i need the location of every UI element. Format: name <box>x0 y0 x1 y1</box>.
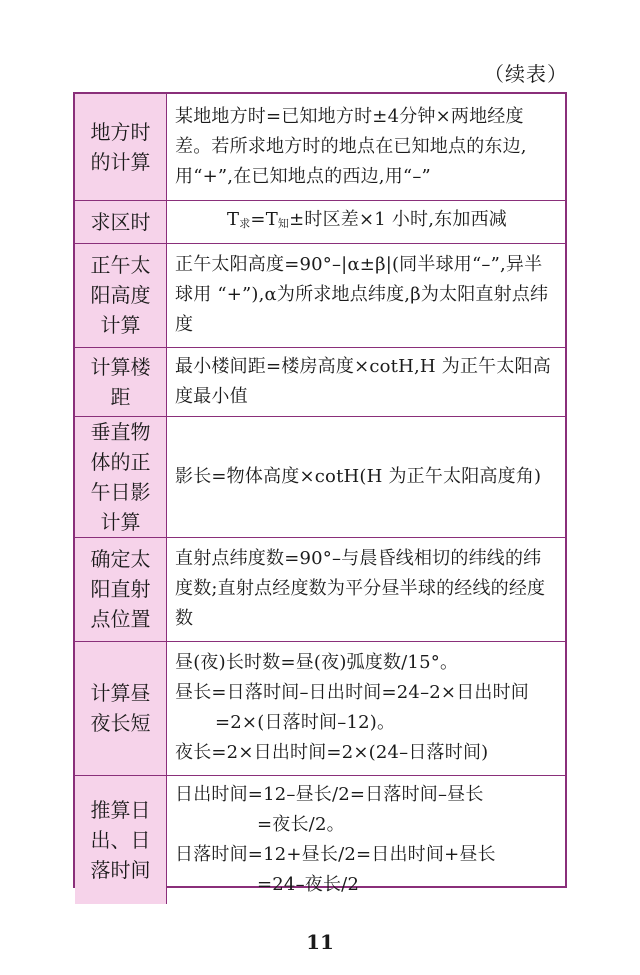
row-value-text: 影长=物体高度×cotH(H 为正午太阳高度角) <box>175 465 542 487</box>
row-value-line: =夜长/2。 <box>257 813 345 835</box>
row-key <box>75 200 167 243</box>
row-value <box>167 775 566 904</box>
row-value <box>167 94 566 200</box>
formula-rest: ±时区差×1 小时,东加西减 <box>289 208 507 230</box>
row-value <box>167 347 566 416</box>
row-value-text: 正午太阳高度=90°–|α±β|(同半球用“–”,异半球用 “+”),α为所求地点纬度,β为太阳直射点纬度 <box>175 254 549 335</box>
formula-eq: =T <box>250 208 278 230</box>
row-key <box>75 641 167 775</box>
subscript-qiu: 求 <box>239 216 251 230</box>
row-key <box>75 537 167 641</box>
formula-t: T <box>227 208 240 230</box>
row-value-text: 直射点纬度数=90°–与晨昏线相切的纬线的纬度数;直射点经度数为平分昼半球的经线的经度数 <box>175 548 546 629</box>
row-value-line: 昼(夜)长时数=昼(夜)弧度数/15°。 <box>175 652 459 673</box>
row-key-text: 正午太阳高度计算 <box>90 253 151 337</box>
row-key <box>75 243 167 347</box>
row-key <box>75 347 167 416</box>
row-value-line: 日落时间=12+昼长/2=日出时间+昼长 <box>175 843 496 865</box>
table-row <box>75 537 565 641</box>
row-value-line: 日出时间=12–昼长/2=日落时间–昼长 <box>175 783 484 805</box>
subscript-zhi: 知 <box>277 216 290 230</box>
row-key-text: 计算昼夜长短 <box>90 681 151 735</box>
row-key-text: 地方时的计算 <box>90 119 151 174</box>
row-key-text: 计算楼距 <box>90 354 151 409</box>
row-value <box>167 416 566 537</box>
table-row <box>75 416 565 537</box>
table-row <box>75 347 565 416</box>
page-number: 11 <box>306 930 334 954</box>
row-key <box>75 416 167 537</box>
row-key-text: 确定太阳直射点位置 <box>90 547 151 631</box>
row-value <box>167 200 566 243</box>
row-value-line: =2×(日落时间–12)。 <box>215 712 396 733</box>
table-row <box>75 243 565 347</box>
table-row <box>75 641 565 775</box>
table-row <box>75 775 565 904</box>
table-row <box>75 200 565 243</box>
formula-table <box>73 92 567 895</box>
row-value-text: 最小楼间距=楼房高度×cotH,H 为正午太阳高度最小值 <box>175 355 551 407</box>
row-key-text: 求区时 <box>90 209 151 234</box>
row-key-text: 垂直物体的正午日影计算 <box>90 419 151 534</box>
row-value <box>167 243 566 347</box>
row-key-text: 推算日出、日落时间 <box>90 797 151 882</box>
row-key <box>75 94 167 200</box>
row-value <box>167 537 566 641</box>
row-value <box>167 641 566 775</box>
row-key <box>75 775 167 904</box>
continued-label: （续表） <box>484 62 568 86</box>
row-value-line: 昼长=日落时间–日出时间=24–2×日出时间 <box>175 682 530 703</box>
row-value-text: 某地地方时=已知地方时±4分钟×两地经度差。若所求地方时的地点在已知地点的东边,用“+”,在已知地点的西边,用“–” <box>175 105 527 187</box>
row-value-line: 夜长=2×日出时间=2×(24–日落时间) <box>175 742 489 763</box>
row-value-line: =24–夜长/2 <box>257 873 360 895</box>
table-row <box>75 94 565 200</box>
